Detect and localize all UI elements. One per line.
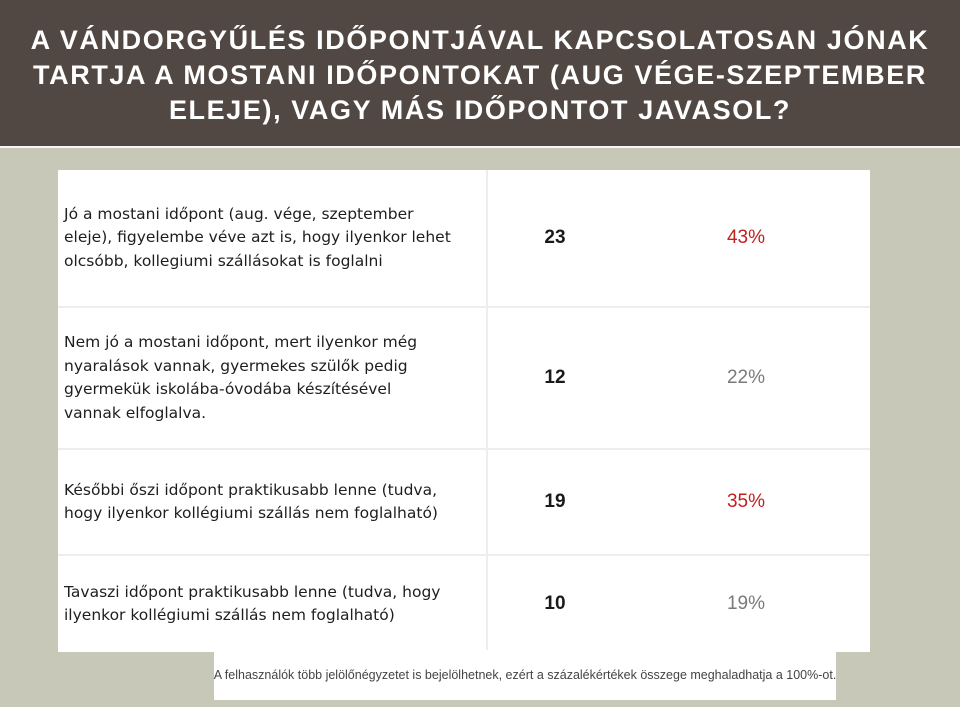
answer-line: vannak elfoglalva. <box>64 403 207 422</box>
response-percent: 43% <box>622 170 870 307</box>
title-bar <box>0 0 960 148</box>
answer-cell <box>58 170 487 307</box>
response-count: 19 <box>487 449 622 555</box>
answer-cell <box>58 307 487 449</box>
answer-line: ilyenkor kollégiumi szállás nem foglalható) <box>64 606 395 624</box>
table-row <box>58 170 870 307</box>
answer-cell <box>58 449 487 555</box>
response-count: 12 <box>487 307 622 449</box>
answer-line: hogy ilyenkor kollégiumi szállás nem foglalható) <box>64 504 438 522</box>
answer-line: eleje), figyelembe véve azt is, hogy ilyenkor lehet <box>64 228 451 247</box>
response-count: 23 <box>487 170 622 307</box>
title-line-2: TARTJA A MOSTANI IDŐPONTOKAT (AUG VÉGE-SZEPTEMBER <box>33 59 927 90</box>
answer-line: olcsóbb, kollegiumi szállásokat is foglalni <box>64 251 383 270</box>
answer-line: Nem jó a mostani időpont, mert ilyenkor még <box>64 333 418 351</box>
answer-line: Későbbi őszi időpont praktikusabb lenne (tudva, <box>64 480 438 499</box>
answer-cell <box>58 555 487 652</box>
footnote-text: A felhasználók több jelölőnégyzetet is bejelölhetnek, ezért a százalékértékek összege meghaladhatja a 100%-ot. <box>213 668 837 682</box>
table-row <box>58 555 870 652</box>
answer-line: gyermekük iskolába-óvodába készítésével <box>64 380 392 398</box>
table-row <box>58 307 870 449</box>
title-line-3: ELEJE), VAGY MÁS IDŐPONTOT JAVASOL? <box>168 94 792 125</box>
answer-line: Tavaszi időpont praktikusabb lenne (tudva, hogy <box>64 582 441 601</box>
response-percent: 22% <box>622 307 870 449</box>
footnote-box <box>214 650 836 700</box>
response-percent: 35% <box>622 449 870 555</box>
results-table <box>58 170 870 652</box>
response-count: 10 <box>487 555 622 652</box>
answer-line: nyaralások vannak, gyermekes szülők pedig <box>64 356 408 375</box>
response-percent: 19% <box>622 555 870 652</box>
answer-line: Jó a mostani időpont (aug. vége, szeptember <box>64 204 414 223</box>
table-row <box>58 449 870 555</box>
title-line-1: A VÁNDORGYŰLÉS IDŐPONTJÁVAL KAPCSOLATOSAN JÓNAK <box>30 24 930 55</box>
survey-question-title <box>31 23 930 128</box>
